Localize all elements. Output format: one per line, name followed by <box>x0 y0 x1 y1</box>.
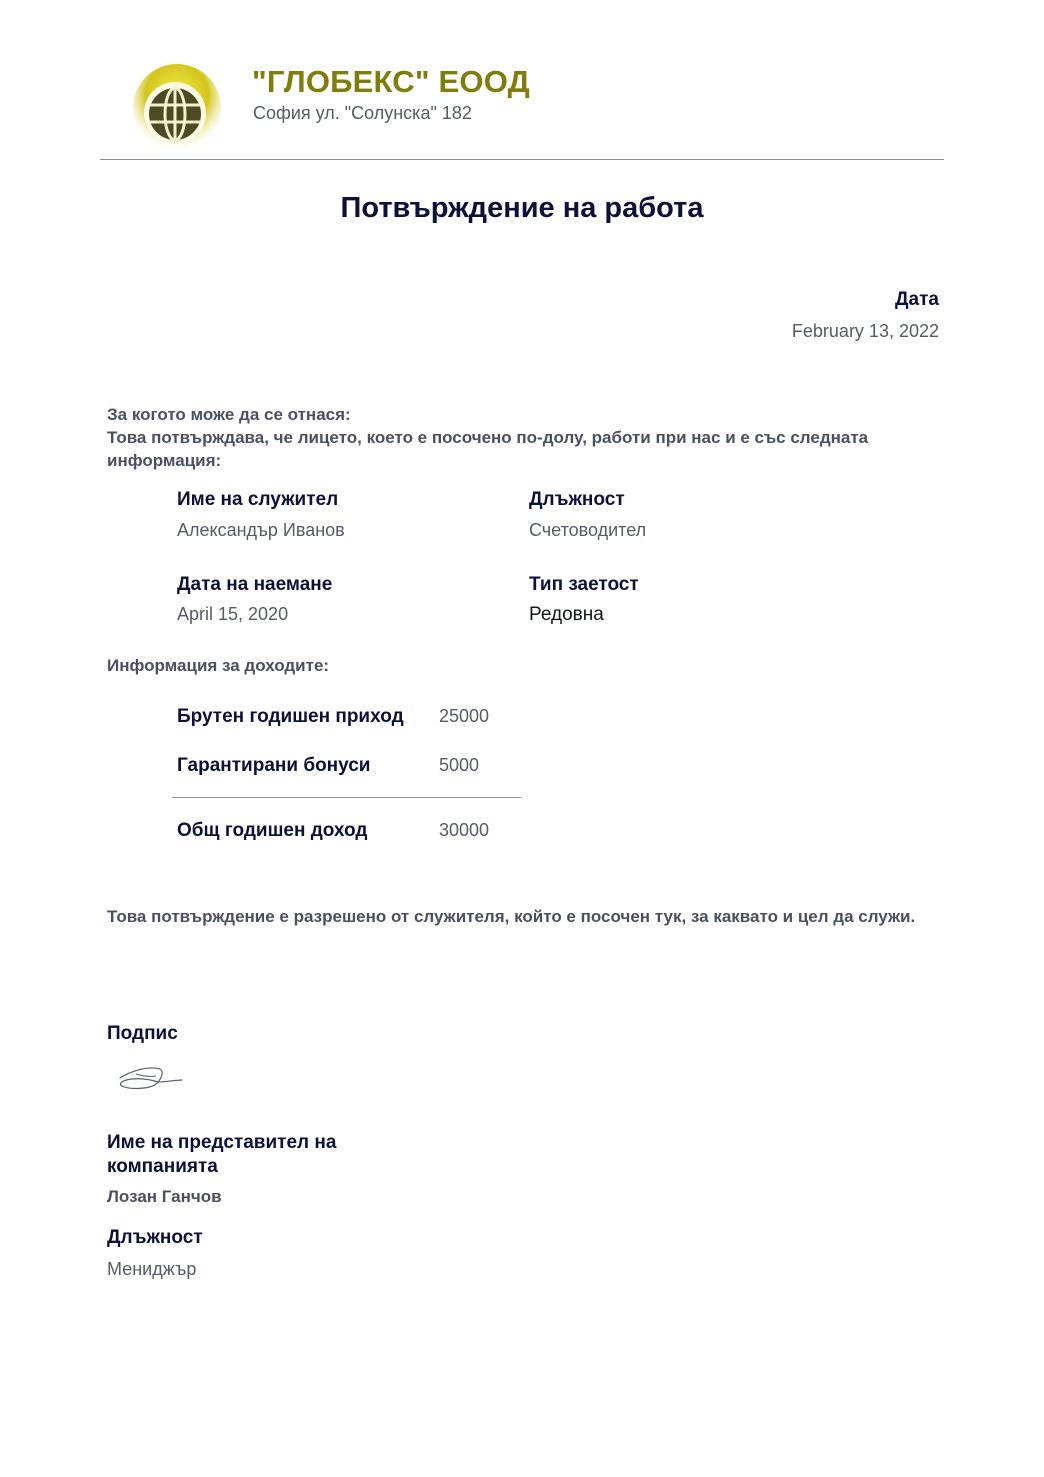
gross-income-label: Брутен годишен приход <box>177 706 404 727</box>
globe-logo-icon <box>131 64 223 156</box>
date-value: February 13, 2022 <box>791 321 939 341</box>
income-heading: Информация за доходите: <box>107 656 330 675</box>
signature-label: Подпис <box>107 1023 178 1044</box>
bonus-label: Гарантирани бонуси <box>177 755 371 776</box>
representative-name: Лозан Ганчов <box>107 1187 222 1206</box>
total-income-value: 30000 <box>439 820 490 840</box>
hire-date-label: Дата на наемане <box>177 574 333 595</box>
intro-line-1: За когото може да се отнася: <box>107 405 351 424</box>
income-divider <box>172 797 521 798</box>
employment-type-value: Редовна <box>529 604 604 625</box>
gross-income-value: 25000 <box>439 706 490 726</box>
header-divider <box>100 159 944 160</box>
intro-line-2: Това потвърждава, че лицето, което е посочено по-долу, работи при нас и е със следната информация: <box>107 428 869 470</box>
representative-label: Име на представител на компанията <box>107 1132 337 1177</box>
bonus-value: 5000 <box>439 755 480 775</box>
company-name: "ГЛОБЕКС" ЕООД <box>252 64 530 99</box>
date-label: Дата <box>895 289 939 310</box>
employee-name-value: Александър Иванов <box>177 520 345 540</box>
employment-type-label: Тип заетост <box>529 574 639 595</box>
employee-name-label: Име на служител <box>177 489 339 510</box>
authorization-text: Това потвърждение е разрешено от служителя, който е посочен тук, за каквато и цел да служи. <box>107 907 916 926</box>
total-income-label: Общ годишен доход <box>177 820 368 841</box>
company-address: София ул. "Солунска" 182 <box>253 103 472 123</box>
position-label: Длъжност <box>529 489 625 510</box>
position-value: Счетоводител <box>529 520 647 540</box>
signature-image <box>112 1060 190 1098</box>
intro-text <box>107 403 947 472</box>
hire-date-value: April 15, 2020 <box>177 604 289 624</box>
document-title: Потвърждение на работа <box>340 192 704 224</box>
representative-position-value: Мениджър <box>107 1259 197 1279</box>
representative-position-label: Длъжност <box>107 1227 203 1248</box>
